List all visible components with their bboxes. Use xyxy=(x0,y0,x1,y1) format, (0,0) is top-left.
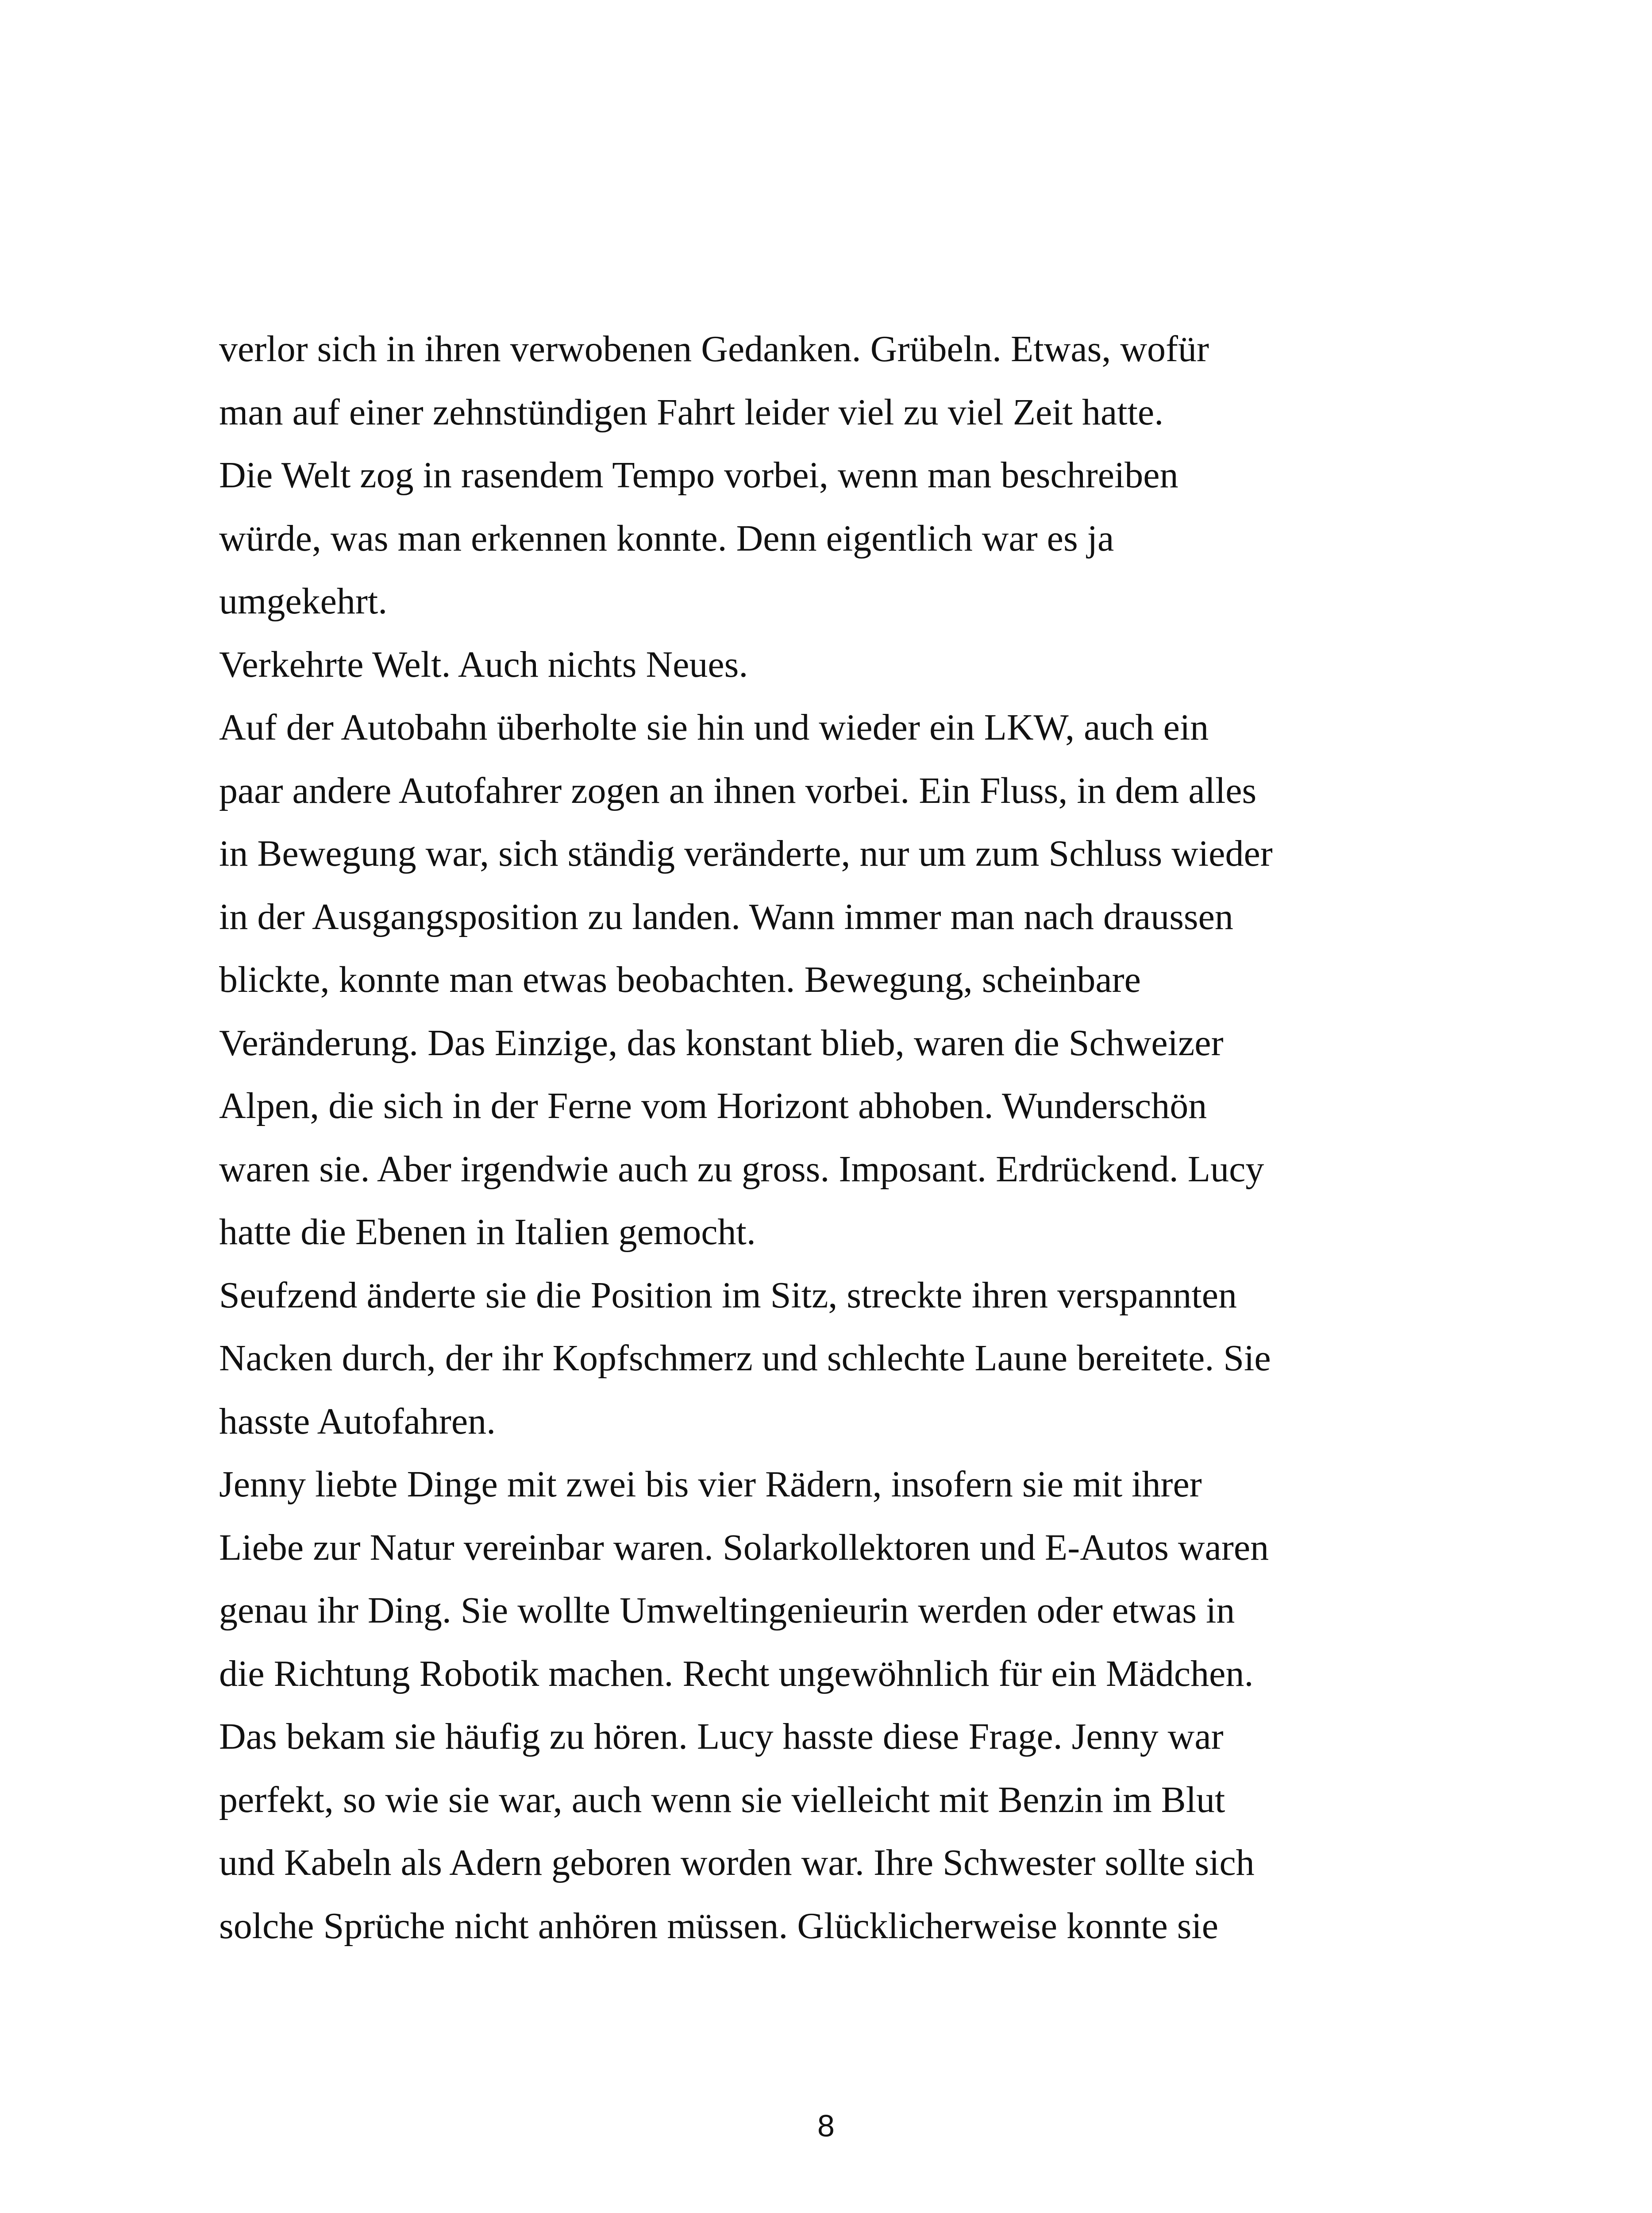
text-line: Jenny liebte Dinge mit zwei bis vier Rädern, insofern sie mit ihrer xyxy=(219,1464,1202,1505)
text-line: hatte die Ebenen in Italien gemocht. xyxy=(219,1211,756,1253)
text-line: man auf einer zehnstündigen Fahrt leider viel zu viel Zeit hatte. xyxy=(219,391,1164,433)
text-line: würde, was man erkennen konnte. Denn eigentlich war es ja xyxy=(219,517,1114,559)
text-line: hasste Autofahren. xyxy=(219,1400,496,1442)
text-line: Die Welt zog in rasendem Tempo vorbei, wenn man beschreiben xyxy=(219,455,1178,496)
text-line: und Kabeln als Adern geboren worden war. Ihre Schwester sollte sich xyxy=(219,1842,1255,1883)
text-line: perfekt, so wie sie war, auch wenn sie vielleicht mit Benzin im Blut xyxy=(219,1779,1225,1820)
text-line: Liebe zur Natur vereinbar waren. Solarkollektoren und E-Autos waren xyxy=(219,1527,1269,1568)
text-line: Auf der Autobahn überholte sie hin und wieder ein LKW, auch ein xyxy=(219,707,1209,748)
text-line: genau ihr Ding. Sie wollte Umweltingenieurin werden oder etwas in xyxy=(219,1590,1235,1631)
text-line: Verkehrte Welt. Auch nichts Neues. xyxy=(219,644,748,685)
text-line: Seufzend änderte sie die Position im Sitz, streckte ihren verspannten xyxy=(219,1274,1237,1316)
text-line: Das bekam sie häufig zu hören. Lucy hasste diese Frage. Jenny war xyxy=(219,1716,1224,1757)
page-number: 8 xyxy=(817,2109,835,2143)
text-line: umgekehrt. xyxy=(219,581,388,622)
text-line: Veränderung. Das Einzige, das konstant blieb, waren die Schweizer xyxy=(219,1022,1224,1064)
text-line: verlor sich in ihren verwobenen Gedanken. Grübeln. Etwas, wofür xyxy=(219,328,1209,370)
text-line: Nacken durch, der ihr Kopfschmerz und schlechte Laune bereitete. Sie xyxy=(219,1338,1271,1379)
text-line: die Richtung Robotik machen. Recht ungewöhnlich für ein Mädchen. xyxy=(219,1653,1254,1694)
text-line: paar andere Autofahrer zogen an ihnen vorbei. Ein Fluss, in dem alles xyxy=(219,770,1257,811)
text-line: in der Ausgangsposition zu landen. Wann immer man nach draussen xyxy=(219,896,1233,937)
body-text xyxy=(219,0,1458,1958)
text-line: waren sie. Aber irgendwie auch zu gross. Imposant. Erdrückend. Lucy xyxy=(219,1148,1264,1190)
text-line: solche Sprüche nicht anhören müssen. Glücklicherweise konnte sie xyxy=(219,1905,1219,1947)
text-line: in Bewegung war, sich ständig veränderte, nur um zum Schluss wieder xyxy=(219,833,1273,874)
text-line: Alpen, die sich in der Ferne vom Horizont abhoben. Wunderschön xyxy=(219,1085,1207,1126)
text-line: blickte, konnte man etwas beobachten. Bewegung, scheinbare xyxy=(219,959,1141,1000)
